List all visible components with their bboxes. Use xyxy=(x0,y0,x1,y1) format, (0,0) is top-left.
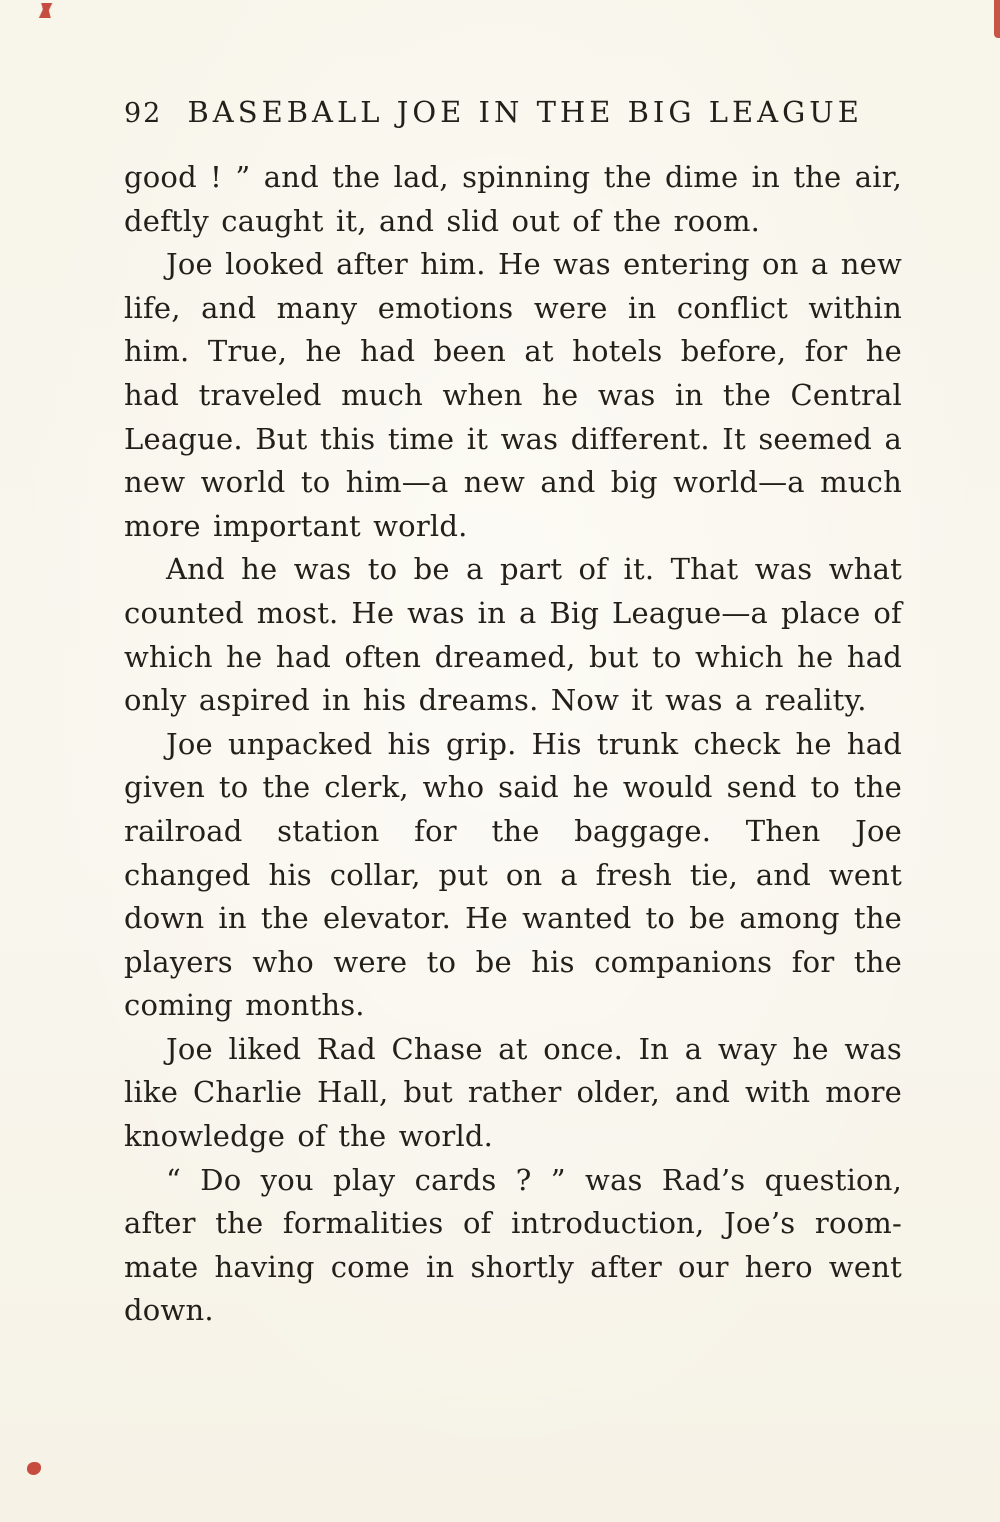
paragraph-6: “ Do you play cards ? ” was Rad’s question, after the formalities of introduction, Joe’s room-mate having come in shortly after our hero went down. xyxy=(124,1162,902,1328)
paragraph-2: Joe looked after him. He was entering on a new life, and many emotions were in conflict within him. True, he had been at hotels before, for he had traveled much when he was in the Central League. But this time it was different. It seemed a new world to him—a new and big world—a much more important world. xyxy=(124,247,902,543)
paragraph-1: good ! ” and the lad, spinning the dime in the air, deftly caught it, and slid out of the room. xyxy=(124,160,902,238)
paragraph-3: And he was to be a part of it. That was what counted most. He was in a Big League—a place of which he had often dreamed, but to which he had only aspired in his dreams. Now it was a reality. xyxy=(124,552,902,718)
paragraph-4: Joe unpacked his grip. His trunk check he had given to the clerk, who said he would send to the railroad station for the baggage. Then Joe changed his collar, put on a fresh tie, and went down in the elevator. He wanted to be among the players who were to be his companions for the coming months. xyxy=(124,726,902,1023)
scan-artifact-top-left xyxy=(28,3,64,18)
page-body xyxy=(124,156,902,1333)
scan-artifact-bottom-left xyxy=(27,1462,41,1475)
scan-artifact-top-right xyxy=(994,0,1000,38)
paragraph-5: Joe liked Rad Chase at once. In a way he was like Charlie Hall, but rather older, and with more knowledge of the world. xyxy=(124,1031,902,1154)
page-header xyxy=(124,95,888,129)
page-number: 92 xyxy=(124,98,163,129)
running-title: BASEBALL JOE IN THE BIG LEAGUE xyxy=(187,95,863,129)
